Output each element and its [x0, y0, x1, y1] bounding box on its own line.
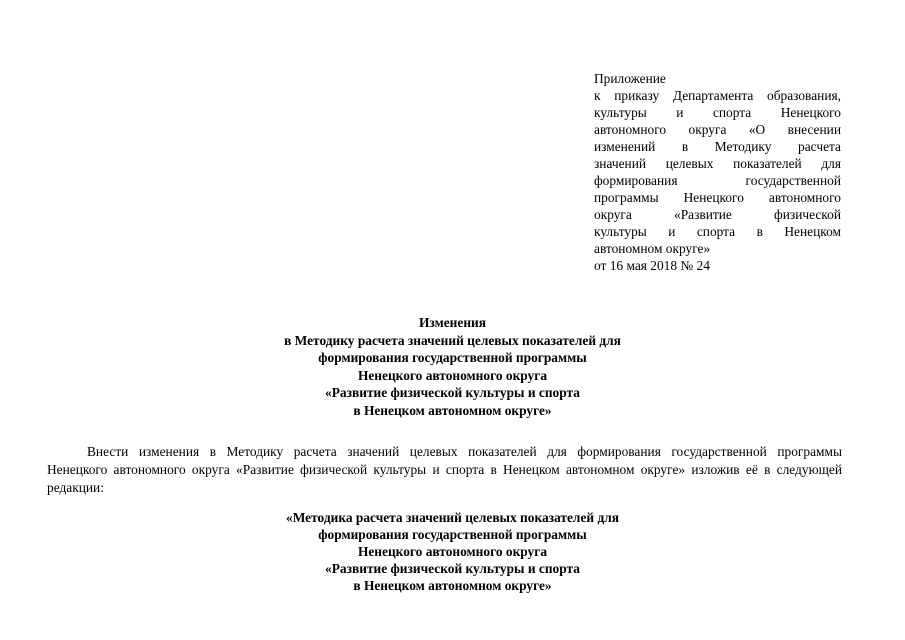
title-line: Изменения — [418, 315, 486, 330]
title-line: формирования государственной программы — [318, 350, 587, 365]
body-paragraph — [47, 443, 842, 497]
appendix-line: значений целевых показателей для — [594, 156, 841, 171]
appendix-line: программы Ненецкого автономного — [594, 190, 841, 205]
appendix-line: округа «Развитие физической — [594, 207, 841, 222]
method-title-line: в Ненецком автономном округе» — [353, 578, 552, 593]
appendix-line: культуры и спорта Ненецкого — [594, 105, 841, 120]
paragraph-line: редакции: — [47, 480, 104, 495]
title-line: в Ненецком автономном округе» — [353, 402, 552, 418]
document-title — [0, 314, 905, 419]
appendix-header — [594, 70, 841, 274]
paragraph-line: Ненецкого автономного округа «Развитие физической культуры и спорта в Ненецком автономном округе» изложив её в следующей — [47, 462, 842, 477]
method-title-line: формирования государственной программы — [318, 527, 587, 542]
title-line: «Развитие физической культуры и спорта — [325, 385, 580, 400]
appendix-date: от 16 мая 2018 № 24 — [594, 258, 710, 273]
appendix-line: изменений в Методику расчета — [594, 139, 841, 154]
appendix-line: автономного округа «О внесении — [594, 122, 841, 137]
appendix-line: культуры и спорта в Ненецком — [594, 224, 841, 239]
title-line: Ненецкого автономного округа — [357, 367, 548, 383]
appendix-line: к приказу Департамента образования, — [594, 88, 841, 103]
method-title — [0, 509, 905, 594]
method-title-line: «Методика расчета значений целевых показателей для — [286, 510, 619, 525]
appendix-line: автономном округе» — [594, 241, 711, 256]
method-title-line: «Развитие физической культуры и спорта — [325, 561, 580, 576]
appendix-line: формирования государственной — [594, 173, 841, 188]
title-line: в Методику расчета значений целевых показателей для — [284, 332, 621, 348]
method-title-line: Ненецкого автономного округа — [357, 544, 548, 559]
appendix-line: Приложение — [594, 71, 666, 86]
paragraph-line: Внести изменения в Методику расчета значений целевых показателей для формирования государственной программы — [87, 444, 842, 459]
